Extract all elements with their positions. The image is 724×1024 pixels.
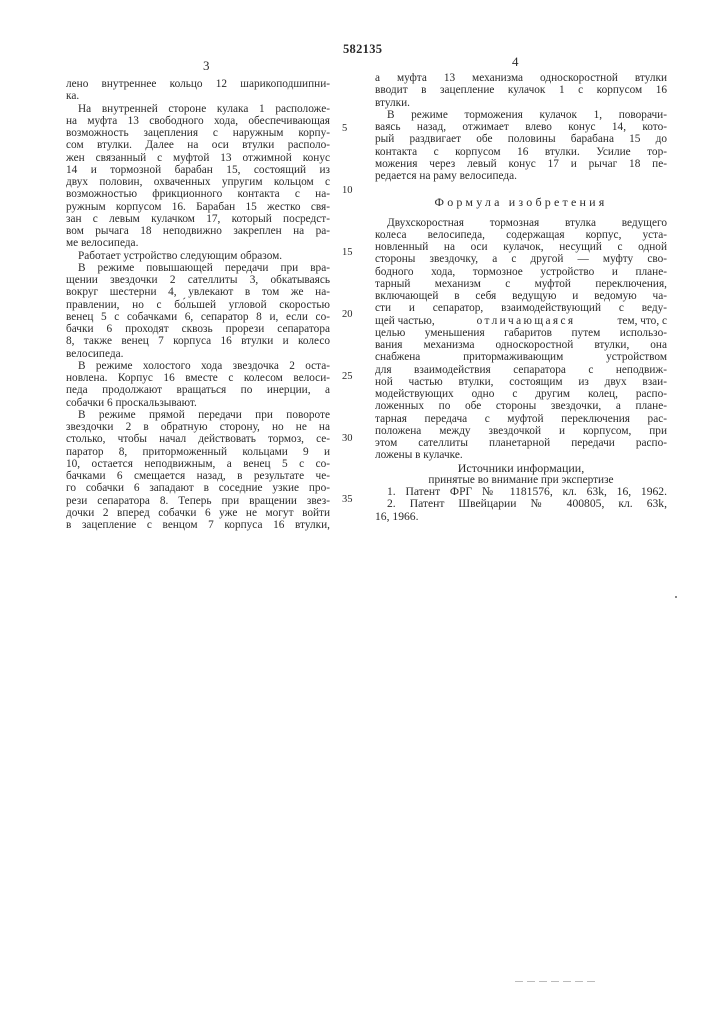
- text-line: правлении, но с бо́льшей угловой скоростью: [66, 298, 330, 311]
- text-line: вом рычага 18 неподвижно закреплен на ра-: [66, 225, 330, 237]
- source-reference: 2. Патент Швейцарии № 400805, кл. 63k,: [387, 497, 667, 511]
- formula-heading: Формула изобретения: [434, 195, 608, 210]
- claim-line: ложены в кулачке.: [375, 449, 463, 462]
- text-line: собачки 6 проскальзывают.: [66, 396, 197, 409]
- right-column: [375, 72, 667, 523]
- text-line: ка.: [66, 90, 80, 103]
- text-line: педа продолжают вращаться по инерции, а: [66, 384, 330, 397]
- text-line: жен связанный с муфтой 13 отжимной конус: [66, 151, 330, 164]
- claim-line: включающей в себя ведущую и ведомую ча-: [375, 290, 667, 302]
- text-line: ружным корпусом 16. Барабан 15 жестко свя-: [66, 200, 330, 213]
- page-number-left: 3: [203, 58, 210, 73]
- text-line: 8, также венец 7 корпуса 16 втулки и колесо: [66, 335, 330, 348]
- text-line: щении звездочки 2 сателлиты 3, обкатываясь: [66, 274, 330, 286]
- text-line: Работает устройство следующим образом.: [78, 249, 283, 262]
- text-line: В режиме прямой передачи при повороте: [78, 408, 330, 421]
- claim-line: Двухскоростная тормозная втулка ведущего: [387, 216, 667, 229]
- line-number: 10: [342, 185, 353, 196]
- text-line: велосипеда.: [66, 347, 124, 360]
- claim-line: этом сателлиты планетарной передачи распо-: [375, 437, 667, 449]
- text-line: столько, чтобы начал действовать тормоз, се-: [66, 433, 330, 446]
- sources-subheading: принятые во внимание при экспертизе: [428, 473, 614, 486]
- text-line: вокруг шестерни 4, увлекают в том же на-: [66, 286, 330, 299]
- text-line: втулки.: [375, 96, 410, 109]
- text-line: 10, остается неподвижным, а венец 5 с со-: [66, 457, 330, 470]
- text-line: возможность зацепления с наружным корпу-: [66, 127, 330, 139]
- claim-line: модействующих одно с другим колец, распо-: [375, 388, 667, 400]
- claim-line: сти и сепаратор, взаимодействующий с веду-: [375, 302, 667, 315]
- claim-line: тарная передача с муфтой переключения рас-: [375, 412, 667, 425]
- text-line: бачки 6 проходят сквозь прорези сепаратора: [66, 323, 330, 335]
- line-number: 35: [342, 494, 353, 505]
- sources-heading: Источники информации,: [457, 460, 585, 475]
- text-line: редается на раму велосипеда.: [375, 170, 517, 182]
- text-line: звездочки 2 в обратную сторону, но не на: [66, 421, 330, 433]
- claim-line: стороны звездочку, а с другой — муфту сво-: [375, 253, 667, 266]
- source-reference: 16, 1966.: [375, 509, 419, 523]
- text-line: а муфта 13 механизма односкоростной втулки: [375, 72, 667, 84]
- scan-speck: [675, 596, 677, 598]
- patent-number: 582135: [343, 42, 383, 56]
- claim-text: щей частью,: [375, 314, 435, 327]
- text-line: В режиме повышающей передачи при вра-: [78, 261, 330, 274]
- text-line: ме велосипеда.: [66, 237, 139, 250]
- text-line: новлена. Корпус 16 вместе с колесом велоси-: [66, 372, 330, 384]
- claim-line: вания механизма односкоростной втулки, она: [375, 339, 667, 351]
- text-line: венец 5 с собачками 6, сепаратор 8 и, если со-: [66, 310, 330, 323]
- source-reference: 1. Патент ФРГ № 1181576, кл. 63k, 16, 1962.: [387, 485, 667, 498]
- text-line: в зацепление с венцом 7 корпуса 16 втулки,: [66, 519, 330, 531]
- text-line: возможностью фрикционного контакта с на-: [66, 188, 330, 201]
- claim-line: колеса велосипеда, содержащая корпус, уста-: [375, 228, 667, 241]
- page-number-right: 4: [512, 54, 519, 69]
- text-line: сом втулки. Далее на оси втулки располо-: [66, 139, 330, 152]
- text-line: можения через левый конус 17 и рычаг 18 пе-: [375, 157, 667, 170]
- text-line: ваясь назад, отжимает влево конус 14, кото-: [375, 121, 667, 133]
- text-line: рези сепаратора 8. Теперь при вращении звез-: [66, 494, 330, 507]
- claim-line: снабжена притормаживающим устройством: [375, 351, 667, 364]
- line-number: 20: [342, 309, 353, 320]
- text-line: рый раздвигает обе половины барабана 15 до: [375, 133, 667, 146]
- claim-line: [375, 315, 667, 327]
- text-line: 14 и тормозной барабан 15, состоящий из: [66, 163, 330, 176]
- text-line: На внутренней стороне кулака 1 расположе-: [78, 102, 330, 115]
- line-number: 25: [342, 371, 353, 382]
- text-line: на муфта 13 свободного хода, обеспечивающая: [66, 114, 330, 127]
- claim-line: ной частью втулки, состоящим из двух взаи-: [375, 375, 667, 388]
- claim-line: ложенных по обе стороны звездочки, а плане-: [375, 400, 667, 413]
- scan-artifact-line: [515, 981, 595, 982]
- claim-line: тарный механизм с муфтой переключения,: [375, 277, 667, 290]
- claim-line: бодного хода, тормозное устройство и плане-: [375, 265, 667, 278]
- text-line: дочки 2 вперед собачки 6 уже не могут войти: [66, 506, 330, 519]
- text-line: бачками 6 смещается назад, в результате че-: [66, 470, 330, 482]
- text-line: контакта с корпусом 16 втулки. Усилие тор-: [375, 145, 667, 158]
- text-line: двух половин, охваченных упругим кольцом с: [66, 176, 330, 188]
- text-line: вводит в зацепление кулачок 1 с корпусом 16: [375, 84, 667, 97]
- line-number: 30: [342, 433, 353, 444]
- text-line: зан с левым кулачком 17, который посредст-: [66, 212, 330, 225]
- claim-distinguishing-phrase: отличающаяся: [476, 314, 576, 327]
- claim-line: новленный на оси кулачок, несущий с одной: [375, 241, 667, 253]
- text-line: В режиме торможения кулачок 1, поворачи-: [387, 108, 667, 121]
- line-number: 5: [342, 123, 348, 134]
- text-line: го собачки 6 западают в соседние узкие про-: [66, 482, 330, 495]
- text-line: паратор 8, приторможенный кольцами 9 и: [66, 445, 330, 458]
- left-column: [66, 78, 330, 531]
- text-line: В режиме холостого хода звездочка 2 оста-: [78, 359, 330, 372]
- claim-text: тем, что, с: [617, 314, 667, 327]
- line-number: 15: [342, 247, 353, 258]
- claim-line: для взаимодействия сепаратора с неподвиж-: [375, 363, 667, 376]
- claim-line: положена между звездочкой и корпусом, при: [375, 424, 667, 437]
- text-line: лено внутреннее кольцо 12 шарикоподшипни-: [66, 78, 330, 90]
- claim-line: целью уменьшения габаритов путем использо-: [375, 326, 667, 339]
